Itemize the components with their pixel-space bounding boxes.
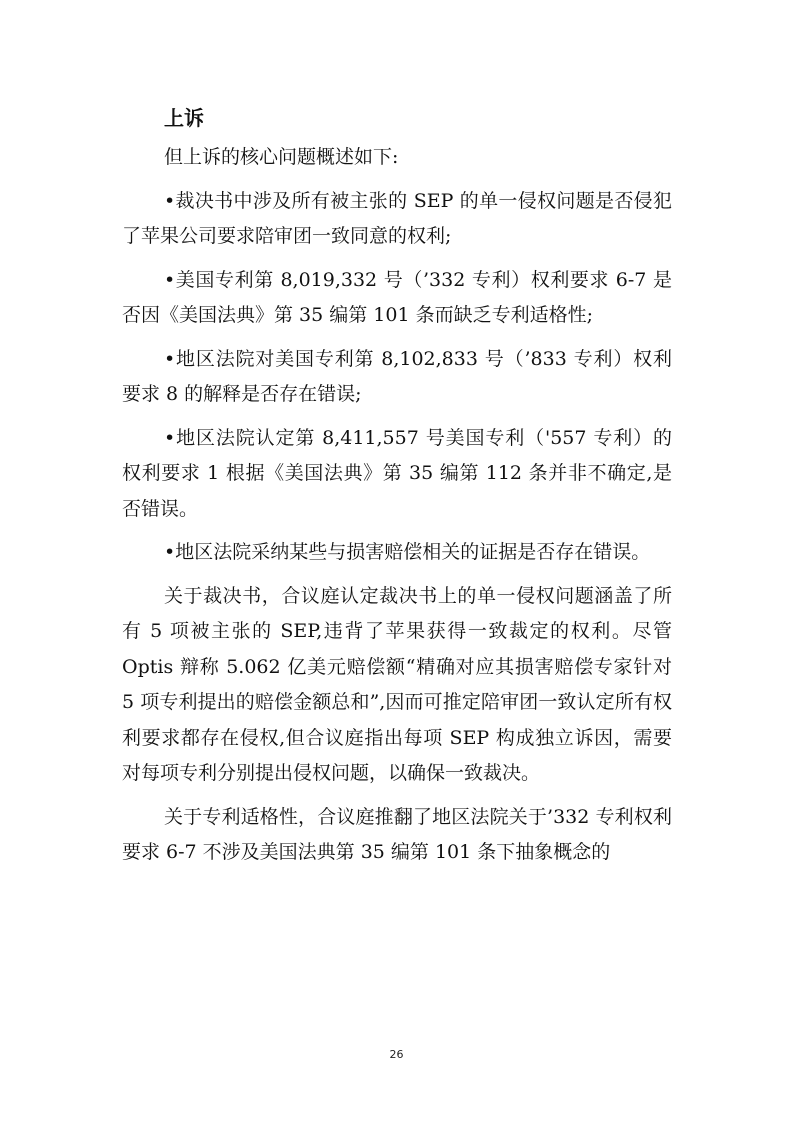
body-paragraph: 关于专利适格性，合议庭推翻了地区法院关于’332 专利权利要求 6-7 不涉及美国法典第 35 编第 101 条下抽象概念的 [122, 805, 672, 863]
page-body [122, 97, 672, 871]
bullet-item: •地区法院采纳某些与损害赔偿相关的证据是否存在错误。 [164, 541, 651, 563]
spacer [122, 413, 672, 421]
spacer [122, 255, 672, 263]
bullet-item: •地区法院对美国专利第 8,102,833 号（’833 专利）权利要求 8 的解释是否存在错误; [122, 347, 672, 405]
body-paragraph: 关于裁决书，合议庭认定裁决书上的单一侵权问题涵盖了所有 5 项被主张的 SEP,违背了苹果获得一致裁定的权利。尽管 Optis 辩称 5.062 亿美元赔偿额“精确对应其损害赔偿专家针对 5 项专利提出的赔偿金额总和”,因而可推定陪审团一致认定所有权利要求都存在侵权,但合议庭指出每项 SEP 构成独立诉因，需要对每项专利分别提出侵权问题，以确保一致裁决。 [122, 584, 672, 784]
spacer [122, 176, 672, 184]
bullet-item: •地区法院认定第 8,411,557 号美国专利（'557 专利）的权利要求 1 根据《美国法典》第 35 编第 112 条并非不确定,是否错误。 [122, 426, 672, 520]
page-number: 26 [389, 1048, 404, 1061]
intro-paragraph: 但上诉的核心问题概述如下: [164, 146, 399, 168]
spacer [122, 571, 672, 579]
spacer [122, 792, 672, 800]
spacer [122, 527, 672, 535]
section-heading: 上诉 [164, 106, 204, 130]
spacer [122, 334, 672, 342]
bullet-item: •裁决书中涉及所有被主张的 SEP 的单一侵权问题是否侵犯了苹果公司要求陪审团一致同意的权利; [122, 189, 672, 247]
bullet-item: •美国专利第 8,019,332 号（’332 专利）权利要求 6-7 是否因《美国法典》第 35 编第 101 条而缺乏专利适格性; [122, 268, 672, 326]
